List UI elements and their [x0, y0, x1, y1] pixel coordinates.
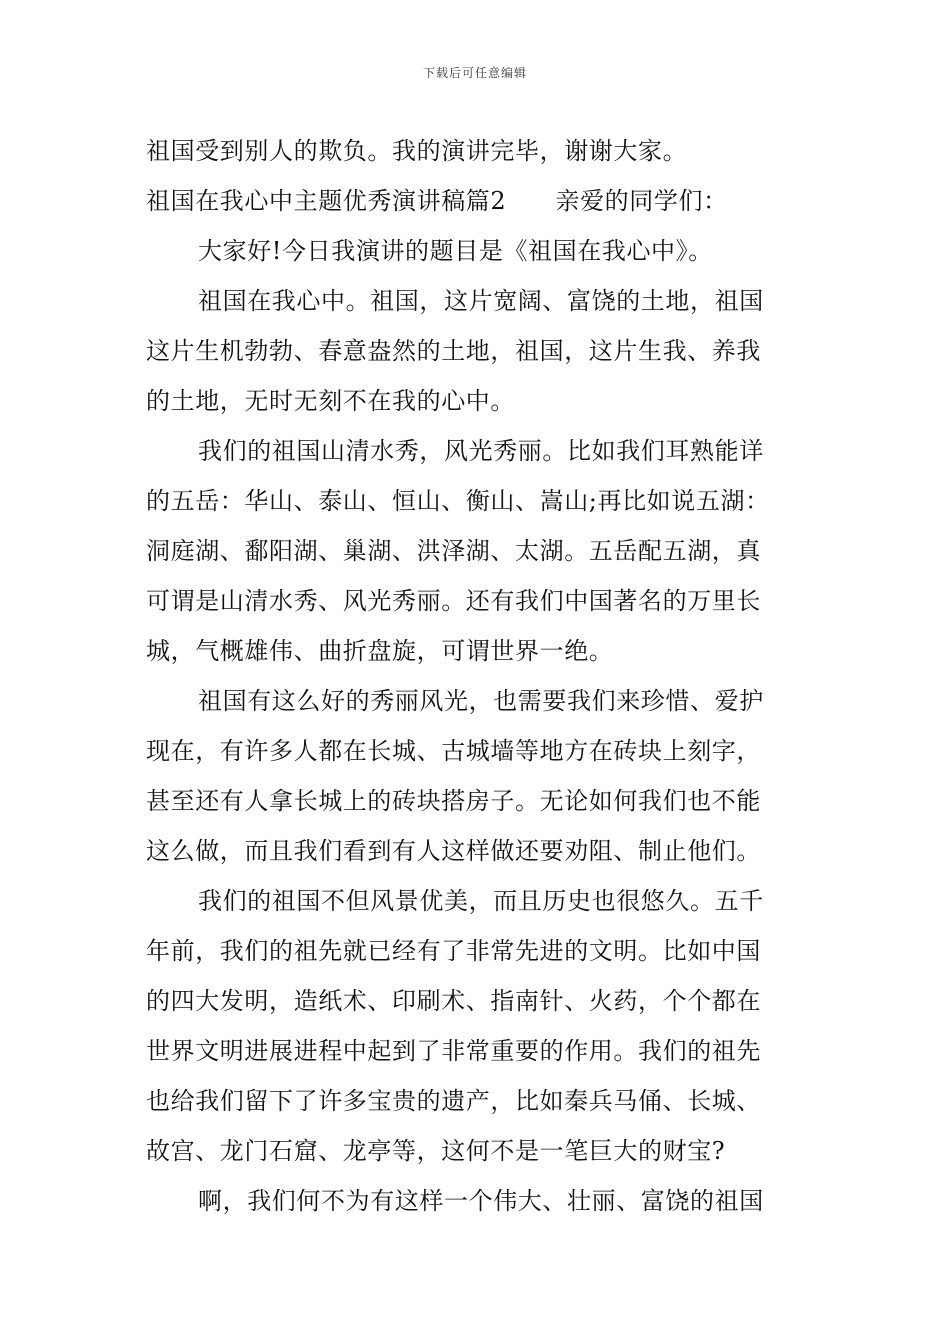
text-line: 现在，有许多人都在长城、古城墙等地方在砖块上刻字，: [146, 737, 761, 765]
text-line: 这么做，而且我们看到有人这样做还要劝阻、制止他们。: [146, 837, 761, 865]
text-line: 年前，我们的祖先就已经有了非常先进的文明。比如中国: [146, 937, 761, 965]
page-header: 下载后可任意编辑: [422, 66, 527, 80]
text-line: 的土地，无时无刻不在我的心中。: [146, 387, 515, 415]
text-line: 的四大发明，造纸术、印刷术、指南针、火药，个个都在: [146, 987, 761, 1015]
text-line: 啊，我们何不为有这样一个伟大、壮丽、富饶的祖国: [198, 1187, 764, 1215]
text-line: 祖国有这么好的秀丽风光，也需要我们来珍惜、爱护: [198, 687, 764, 715]
text-line: 城，气概雄伟、曲折盘旋，可谓世界一绝。: [146, 637, 614, 665]
text-line: 可谓是山清水秀、风光秀丽。还有我们中国著名的万里长: [146, 587, 761, 615]
text-line: 祖国在我心中主题优秀演讲稿篇2 亲爱的同学们：: [146, 187, 728, 215]
text-line: 我们的祖国不但风景优美，而且历史也很悠久。五千: [198, 887, 764, 915]
text-line: 这片生机勃勃、春意盎然的土地，祖国，这片生我、养我: [146, 337, 761, 365]
text-line: 洞庭湖、鄱阳湖、巢湖、洪泽湖、太湖。五岳配五湖，真: [146, 537, 761, 565]
text-line: 我们的祖国山清水秀，风光秀丽。比如我们耳熟能详: [198, 437, 764, 465]
text-line: 世界文明进展进程中起到了非常重要的作用。我们的祖先: [146, 1037, 761, 1065]
text-line: 甚至还有人拿长城上的砖块搭房子。无论如何我们也不能: [146, 787, 761, 815]
text-line: 也给我们留下了许多宝贵的遗产，比如秦兵马俑、长城、: [146, 1087, 761, 1115]
text-line: 的五岳：华山、泰山、恒山、衡山、嵩山;再比如说五湖：: [146, 487, 770, 515]
text-line: 祖国在我心中。祖国，这片宽阔、富饶的土地，祖国: [198, 287, 764, 315]
text-line: 大家好!今日我演讲的题目是《祖国在我心中》。: [198, 237, 713, 265]
document-body: [146, 126, 811, 1226]
text-line: 故宫、龙门石窟、龙亭等，这何不是一笔巨大的财宝?: [146, 1137, 726, 1165]
text-line: 祖国受到别人的欺负。我的演讲完毕，谢谢大家。: [146, 137, 688, 165]
